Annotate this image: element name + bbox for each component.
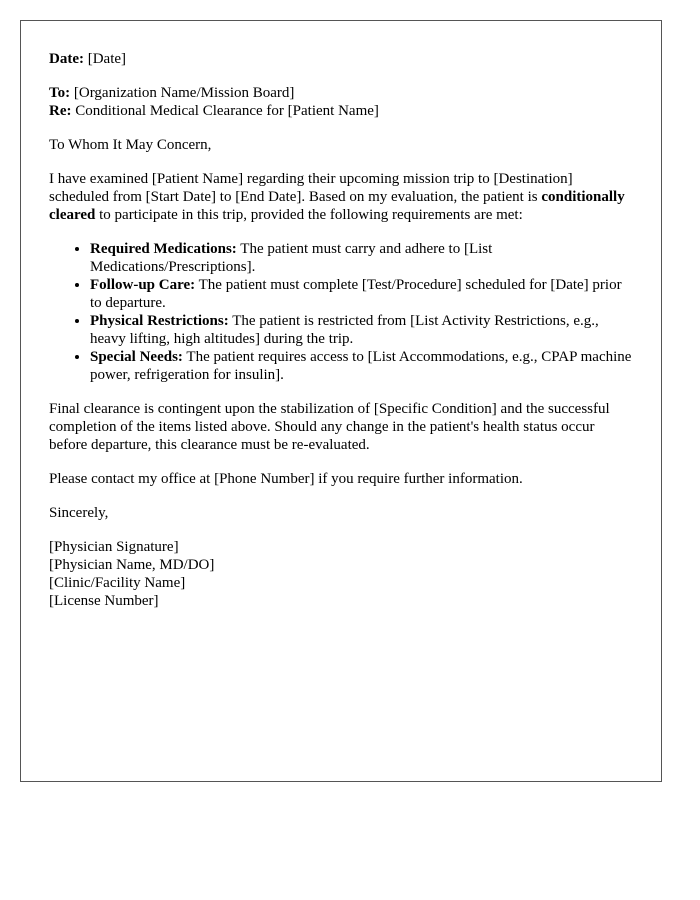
re-label: Re: — [49, 103, 72, 119]
requirement-text: The patient must carry and adhere to [List Medications/Prescriptions]. — [90, 241, 493, 275]
final-clearance-paragraph: Final clearance is contingent upon the stabilization of [Specific Condition] and the successful completion of the items listed above. Should any change in the patient's health status occur before departure, this clearance must be re-evaluated. — [49, 401, 610, 453]
intro-text-end: to participate in this trip, provided the following requirements are met: — [99, 207, 523, 223]
letter-header — [49, 50, 633, 136]
physician-name: [Physician Name, MD/DO] — [49, 557, 215, 573]
requirement-label: Physical Restrictions: — [90, 313, 229, 329]
requirement-label: Special Needs: — [90, 349, 183, 365]
intro-text-start: I have examined [Patient Name] regarding their upcoming mission trip to [Destination] scheduled from [Start Date] to [End Date]. Based on my evaluation, the patient is — [49, 171, 573, 205]
clinic-name: [Clinic/Facility Name] — [49, 575, 186, 591]
requirements-list — [49, 240, 633, 384]
requirement-label: Required Medications: — [90, 241, 237, 257]
requirement-label: Follow-up Care: — [90, 277, 196, 293]
date-value: [Date] — [87, 51, 127, 67]
list-item — [90, 276, 633, 312]
physician-signature: [Physician Signature] — [49, 539, 179, 555]
requirement-text: The patient requires access to [List Accommodations, e.g., CPAP machine power, refrigeration for insulin]. — [90, 349, 632, 383]
re-value: Conditional Medical Clearance for [Patient Name] — [75, 103, 379, 119]
intro-emphasis: conditionally cleared — [49, 189, 625, 223]
license-number: [License Number] — [49, 593, 159, 609]
intro-paragraph — [49, 170, 633, 224]
date-line — [49, 50, 633, 68]
letter-page — [20, 20, 662, 782]
salutation: To Whom It May Concern, — [49, 137, 212, 153]
contact-paragraph: Please contact my office at [Phone Number] if you require further information. — [49, 471, 523, 487]
to-line — [49, 84, 633, 102]
requirement-text: The patient is restricted from [List Activity Restrictions, e.g., heavy lifting, high altitudes] during the trip. — [90, 313, 599, 347]
to-value: [Organization Name/Mission Board] — [73, 85, 295, 101]
date-label: Date: — [49, 51, 84, 67]
list-item — [90, 348, 633, 384]
signature-block — [49, 538, 633, 610]
re-line — [49, 102, 633, 120]
list-item — [90, 240, 633, 276]
to-label: To: — [49, 85, 71, 101]
closing: Sincerely, — [49, 505, 109, 521]
requirement-text: The patient must complete [Test/Procedure] scheduled for [Date] prior to departure. — [90, 277, 622, 311]
list-item — [90, 312, 633, 348]
